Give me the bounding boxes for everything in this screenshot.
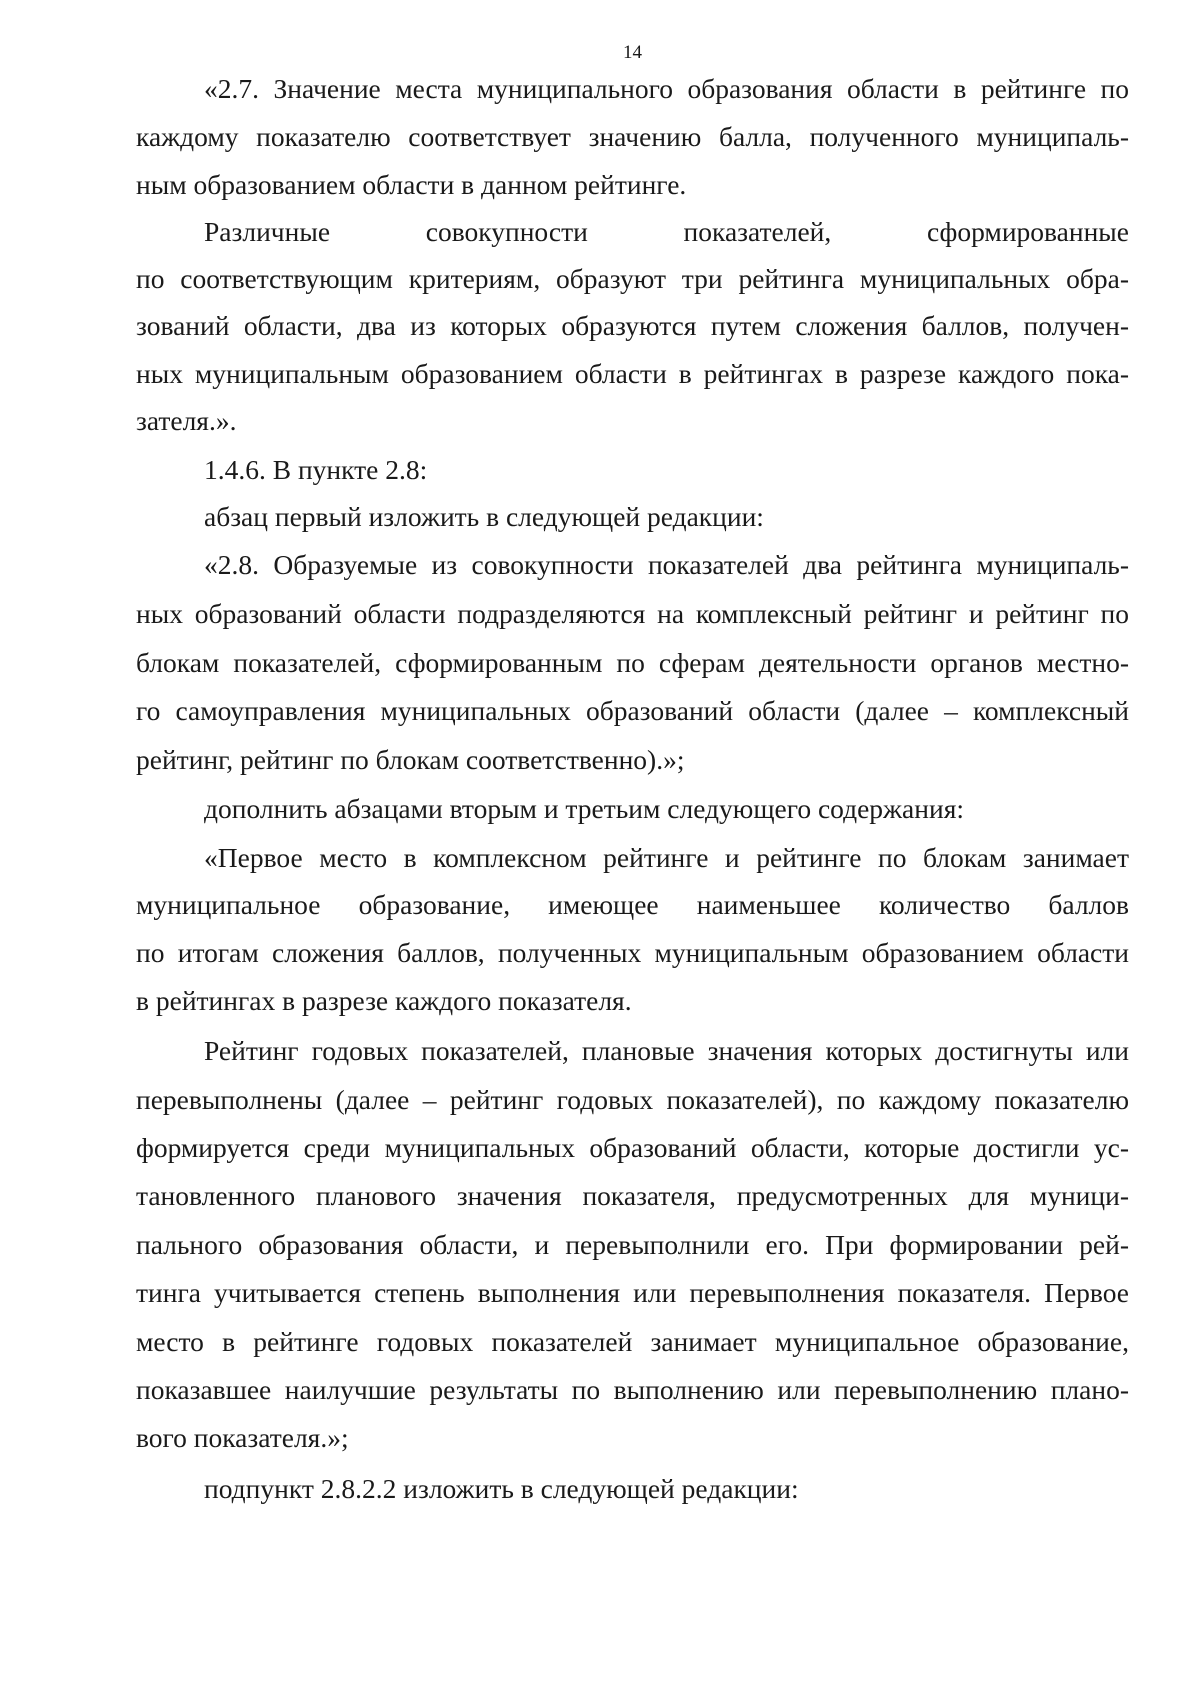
text-line: каждому показателю соответствует значению балла, полученного муниципаль-: [136, 121, 1129, 152]
text-line: Различные совокупности показателей, сформированные: [204, 216, 1129, 247]
text-line: абзац первый изложить в следующей редакции:: [204, 501, 764, 532]
page-number: 14: [623, 42, 642, 63]
text-line: по итогам сложения баллов, полученных муниципальным образованием области: [136, 937, 1129, 968]
text-line: вого показателя.»;: [136, 1422, 349, 1453]
text-line: перевыполнены (далее – рейтинг годовых показателей), по каждому показателю: [136, 1084, 1129, 1115]
text-line: зателя.».: [136, 405, 237, 436]
text-line: «2.7. Значение места муниципального образования области в рейтинге по: [204, 73, 1129, 104]
text-line: ных муниципальным образованием области в рейтингах в разрезе каждого пока-: [136, 358, 1129, 389]
text-line: 1.4.6. В пункте 2.8:: [204, 454, 428, 485]
text-line: показавшее наилучшие результаты по выполнению или перевыполнению плано-: [136, 1374, 1129, 1405]
text-line: дополнить абзацами вторым и третьим следующего содержания:: [204, 793, 964, 824]
text-line: «2.8. Образуемые из совокупности показателей два рейтинга муниципаль-: [204, 549, 1129, 580]
text-line: зований области, два из которых образуются путем сложения баллов, получен-: [136, 310, 1129, 341]
text-line: Рейтинг годовых показателей, плановые значения которых достигнуты или: [204, 1035, 1129, 1066]
text-line: ных образований области подразделяются на комплексный рейтинг и рейтинг по: [136, 598, 1129, 629]
text-line: тинга учитывается степень выполнения или перевыполнения показателя. Первое: [136, 1277, 1129, 1308]
text-line: место в рейтинге годовых показателей занимает муниципальное образование,: [136, 1326, 1129, 1357]
text-line: го самоуправления муниципальных образований области (далее – комплексный: [136, 695, 1129, 726]
text-line: тановленного планового значения показателя, предусмотренных для муници-: [136, 1180, 1129, 1211]
text-line: по соответствующим критериям, образуют три рейтинга муниципальных обра-: [136, 263, 1129, 294]
text-line: «Первое место в комплексном рейтинге и рейтинге по блокам занимает: [204, 842, 1129, 873]
text-line: в рейтингах в разрезе каждого показателя.: [136, 985, 632, 1016]
text-line: блокам показателей, сформированным по сферам деятельности органов местно-: [136, 647, 1129, 678]
text-line: ным образованием области в данном рейтинге.: [136, 169, 687, 200]
text-line: подпункт 2.8.2.2 изложить в следующей редакции:: [204, 1473, 799, 1504]
text-line: рейтинг, рейтинг по блокам соответственно).»;: [136, 744, 685, 775]
text-line: пального образования области, и перевыполнили его. При формировании рей-: [136, 1229, 1129, 1260]
text-line: формируется среди муниципальных образований области, которые достигли ус-: [136, 1132, 1129, 1163]
text-line: муниципальное образование, имеющее наименьшее количество баллов: [136, 889, 1129, 920]
